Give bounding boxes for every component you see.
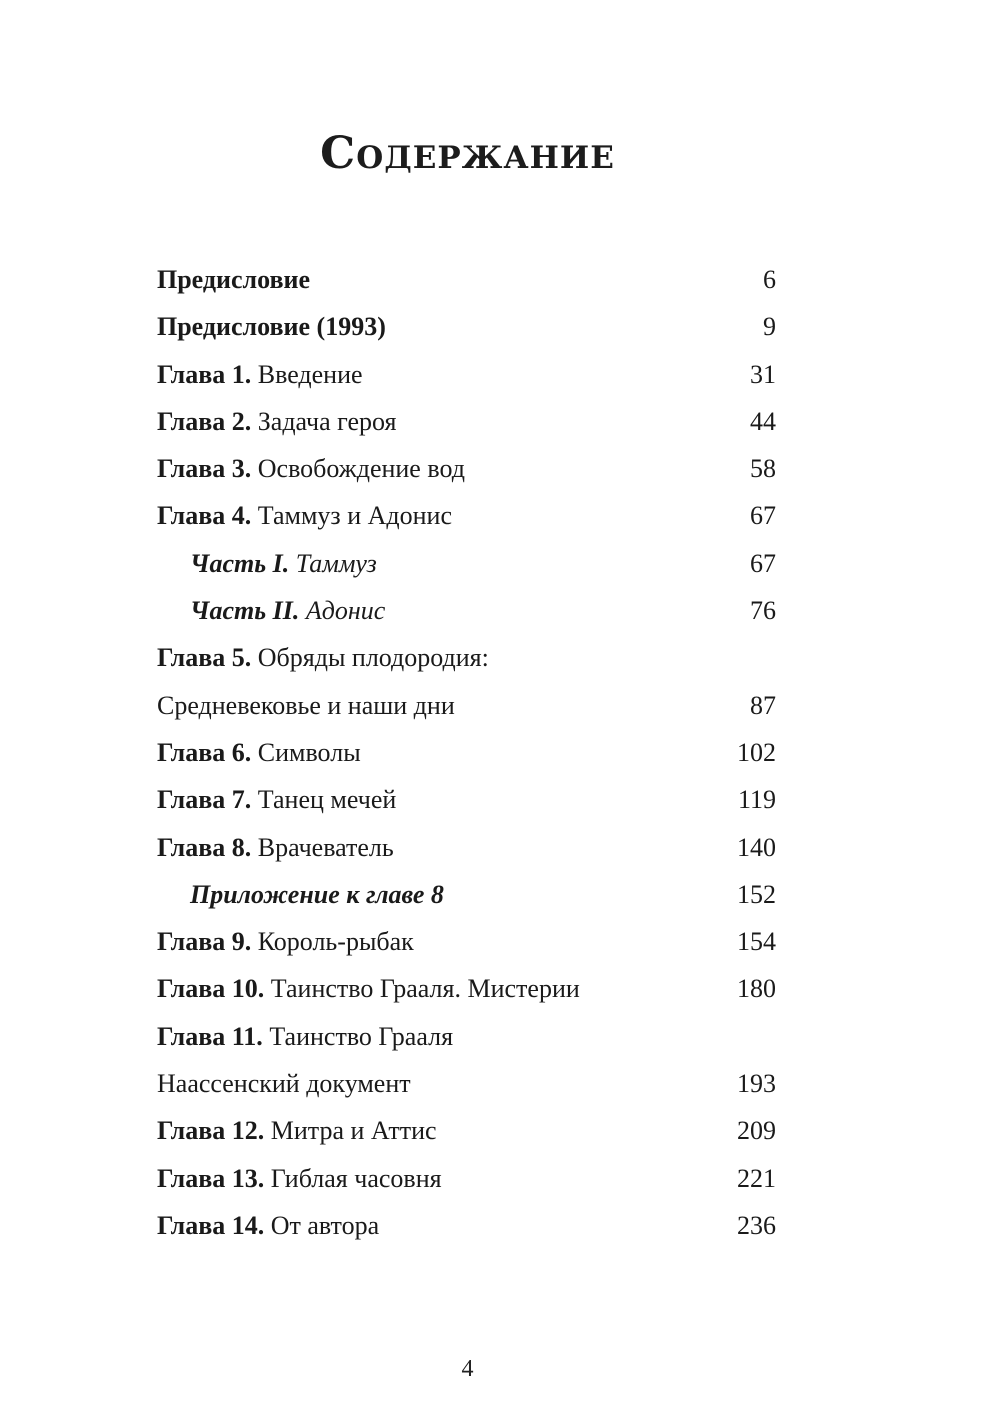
toc-entry-title: Танец мечей bbox=[257, 785, 397, 815]
toc-entry-heading: Глава 13. bbox=[157, 1163, 265, 1193]
toc-entry-title: Врачеватель bbox=[257, 832, 394, 862]
toc-page-number: 9 bbox=[763, 312, 776, 342]
toc-entry-heading: Часть I. bbox=[190, 548, 290, 578]
toc-entry[interactable] bbox=[157, 776, 776, 823]
toc-entry-heading: Глава 4. bbox=[157, 501, 252, 531]
toc-entry[interactable] bbox=[157, 1013, 776, 1060]
toc-page-number: 6 bbox=[763, 265, 776, 294]
toc-entry-heading: Часть II. bbox=[190, 596, 300, 626]
toc-entry-title: Таинство Грааля bbox=[269, 1021, 454, 1051]
toc-page-number: 102 bbox=[737, 737, 776, 767]
toc-page-number: 209 bbox=[737, 1116, 776, 1146]
toc-page-number: 236 bbox=[737, 1210, 776, 1240]
toc-page-number: 76 bbox=[750, 596, 776, 626]
toc-entry-title: Гиблая часовня bbox=[270, 1163, 442, 1193]
toc-entry-heading: Глава 9. bbox=[157, 927, 252, 957]
toc-page-number: 87 bbox=[750, 690, 776, 720]
table-of-contents bbox=[157, 256, 776, 1249]
toc-entry-heading: Предисловие (1993) bbox=[157, 312, 386, 342]
toc-entry-heading: Глава 7. bbox=[157, 785, 252, 815]
toc-page-number: 119 bbox=[737, 785, 776, 815]
toc-entry[interactable] bbox=[157, 1202, 776, 1249]
toc-entry-title: От автора bbox=[270, 1210, 380, 1240]
toc-page-number: 31 bbox=[750, 359, 776, 389]
toc-entry[interactable] bbox=[157, 729, 776, 776]
page-title: Содержание bbox=[320, 128, 615, 179]
toc-entry-heading: Глава 3. bbox=[157, 454, 252, 484]
toc-entry-title: Адонис bbox=[305, 596, 386, 626]
toc-entry-title: Таммуз и Адонис bbox=[257, 501, 452, 531]
toc-entry-title: Задача героя bbox=[257, 406, 397, 436]
toc-entry-title: Король-рыбак bbox=[257, 927, 414, 957]
toc-page-number: 44 bbox=[750, 406, 776, 436]
toc-entry[interactable] bbox=[157, 445, 776, 492]
toc-entry-heading: Глава 14. bbox=[157, 1210, 265, 1240]
toc-entry[interactable] bbox=[157, 1107, 776, 1154]
toc-entry[interactable] bbox=[157, 871, 776, 918]
toc-page-number: 154 bbox=[737, 927, 776, 957]
toc-entry-title: Митра и Аттис bbox=[270, 1116, 437, 1146]
toc-entry-title: Таммуз bbox=[295, 548, 377, 578]
toc-entry-title: Наассенский документ bbox=[157, 1069, 411, 1099]
toc-page-number: 140 bbox=[737, 832, 776, 862]
toc-page-number: 58 bbox=[750, 454, 776, 484]
toc-entry[interactable] bbox=[157, 492, 776, 539]
toc-entry[interactable] bbox=[157, 824, 776, 871]
toc-entry-heading: Глава 5. bbox=[157, 643, 252, 673]
toc-entry[interactable] bbox=[157, 965, 776, 1012]
toc-entry[interactable] bbox=[157, 1155, 776, 1202]
toc-entry[interactable] bbox=[157, 398, 776, 445]
toc-entry[interactable] bbox=[157, 1060, 776, 1107]
toc-entry[interactable] bbox=[157, 634, 776, 681]
toc-entry[interactable] bbox=[157, 682, 776, 729]
toc-entry-heading: Глава 11. bbox=[157, 1021, 263, 1051]
toc-entry[interactable] bbox=[157, 256, 776, 303]
toc-entry-heading: Глава 2. bbox=[157, 406, 252, 436]
toc-entry[interactable] bbox=[157, 918, 776, 965]
toc-entry-title: Символы bbox=[257, 737, 361, 767]
toc-entry-heading: Глава 8. bbox=[157, 832, 252, 862]
toc-entry-title: Обряды плодородия: bbox=[257, 643, 489, 673]
toc-entry-heading: Предисловие bbox=[157, 265, 311, 294]
toc-entry-heading: Глава 10. bbox=[157, 974, 265, 1004]
toc-page-number: 180 bbox=[737, 974, 776, 1004]
page-number: 4 bbox=[461, 1356, 474, 1382]
toc-entry[interactable] bbox=[157, 540, 776, 587]
toc-entry-title: Таинство Грааля. Мистерии bbox=[270, 974, 580, 1004]
toc-page-number: 67 bbox=[750, 548, 776, 578]
toc-entry-heading: Глава 12. bbox=[157, 1116, 265, 1146]
toc-entry-title: Освобождение вод bbox=[257, 454, 465, 484]
toc-page-number: 152 bbox=[737, 879, 776, 909]
toc-page-number: 221 bbox=[737, 1163, 776, 1193]
toc-entry[interactable] bbox=[157, 587, 776, 634]
toc-entry-heading: Глава 1. bbox=[157, 359, 252, 389]
toc-entry-title: Средневековье и наши дни bbox=[157, 690, 455, 720]
toc-entry-heading: Глава 6. bbox=[157, 737, 252, 767]
toc-page-number: 67 bbox=[750, 501, 776, 531]
toc-entry[interactable] bbox=[157, 351, 776, 398]
toc-entry[interactable] bbox=[157, 303, 776, 350]
toc-page-number: 193 bbox=[737, 1069, 776, 1099]
toc-entry-title: Введение bbox=[257, 359, 363, 389]
toc-entry-heading: Приложение к главе 8 bbox=[190, 879, 444, 909]
